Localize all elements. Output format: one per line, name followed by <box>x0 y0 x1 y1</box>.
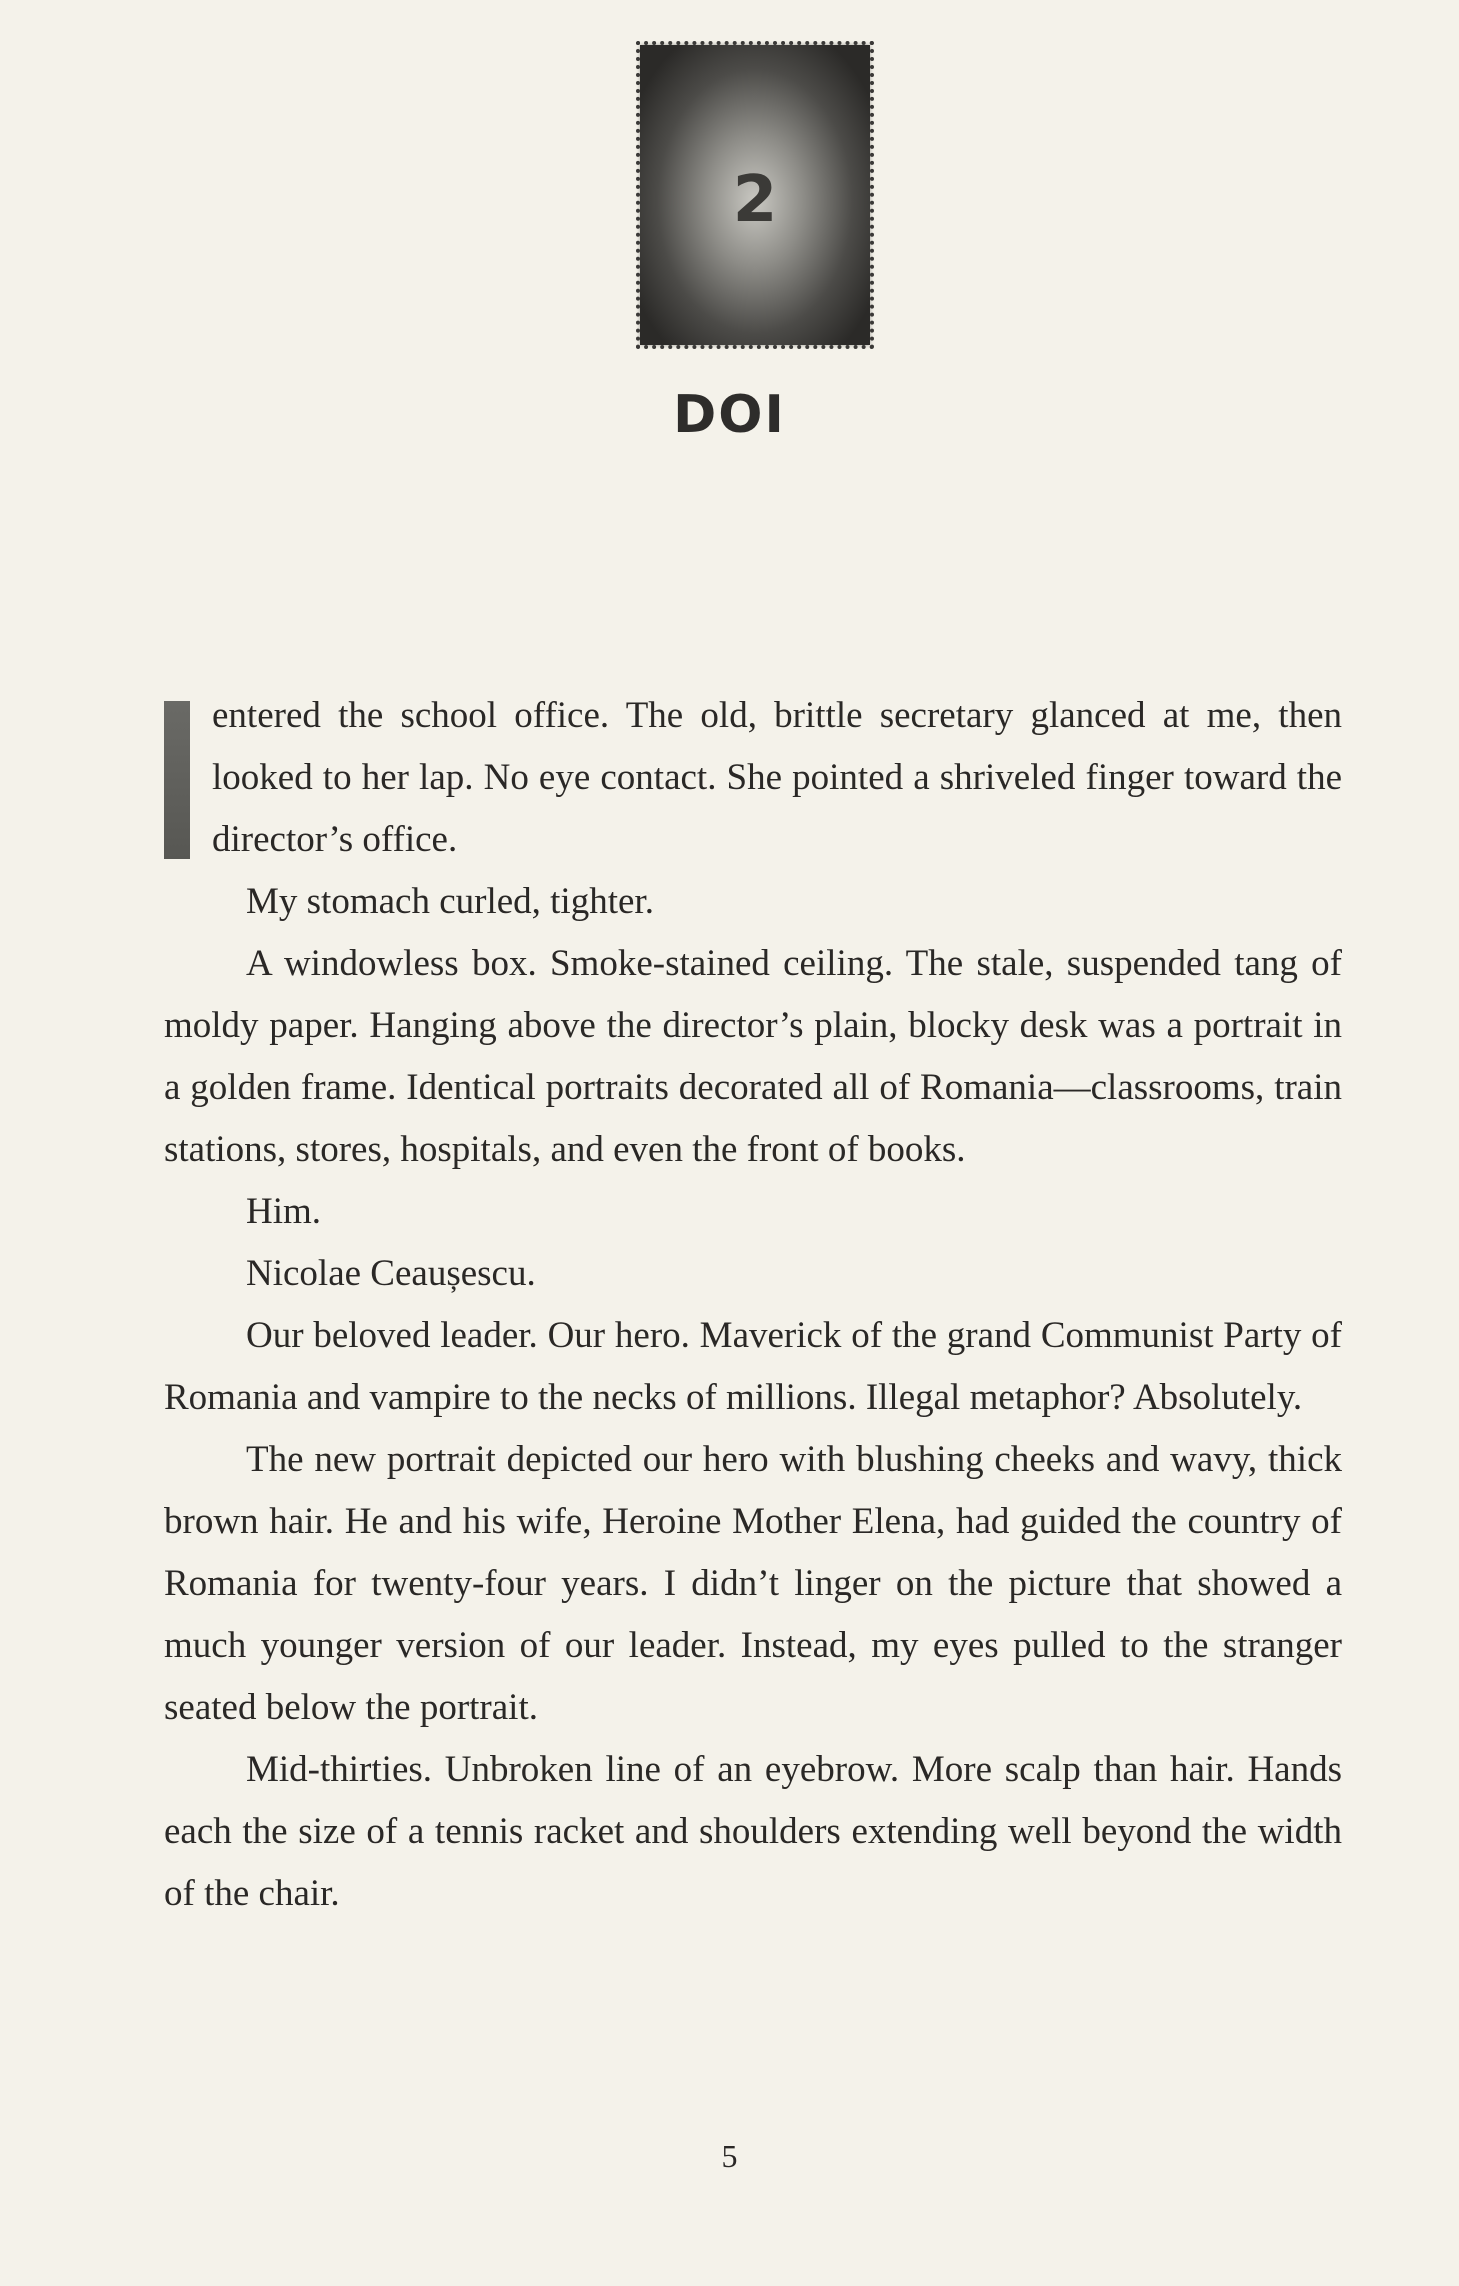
chapter-title: DOI <box>673 385 786 445</box>
chapter-number: 2 <box>732 163 778 237</box>
first-paragraph-wrap <box>164 685 1342 871</box>
paragraph: The new portrait depicted our hero with blushing cheeks and wavy, thick brown hair. He and his wife, Heroine Mother Elena, had guided the country of Romania for twenty-four years. I didn’t linger on the picture that showed a much younger version of our leader. Instead, my eyes pulled to the stranger seated below the portrait. <box>164 1439 1342 1728</box>
paragraph: My stomach curled, tighter. <box>246 881 654 922</box>
paragraph: Him. <box>246 1191 322 1232</box>
page-number: 5 <box>721 2138 738 2174</box>
paragraph: Mid-thirties. Unbroken line of an eyebrow. More scalp than hair. Hands each the size of a tennis racket and shoulders extending well beyond the width of the chair. <box>164 1749 1342 1914</box>
paragraph: Nicolae Ceaușescu. <box>246 1253 536 1294</box>
paragraph: A windowless box. Smoke-stained ceiling. The stale, suspended tang of moldy paper. Hanging above the director’s plain, blocky desk was a portrait in a golden frame. Identical portraits decorated all of Romania—classrooms, train stations, stores, hospitals, and even the front of books. <box>164 943 1342 1170</box>
drop-cap <box>164 701 190 859</box>
paragraph: entered the school office. The old, brittle secretary glanced at me, then looked to her lap. No eye contact. She pointed a shriveled finger toward the director’s office. <box>212 695 1342 860</box>
chapter-stamp-icon <box>640 45 870 345</box>
paragraph: Our beloved leader. Our hero. Maverick of the grand Communist Party of Romania and vampire to the necks of millions. Illegal metaphor? Absolutely. <box>164 1315 1342 1418</box>
body-text <box>164 685 1342 1925</box>
